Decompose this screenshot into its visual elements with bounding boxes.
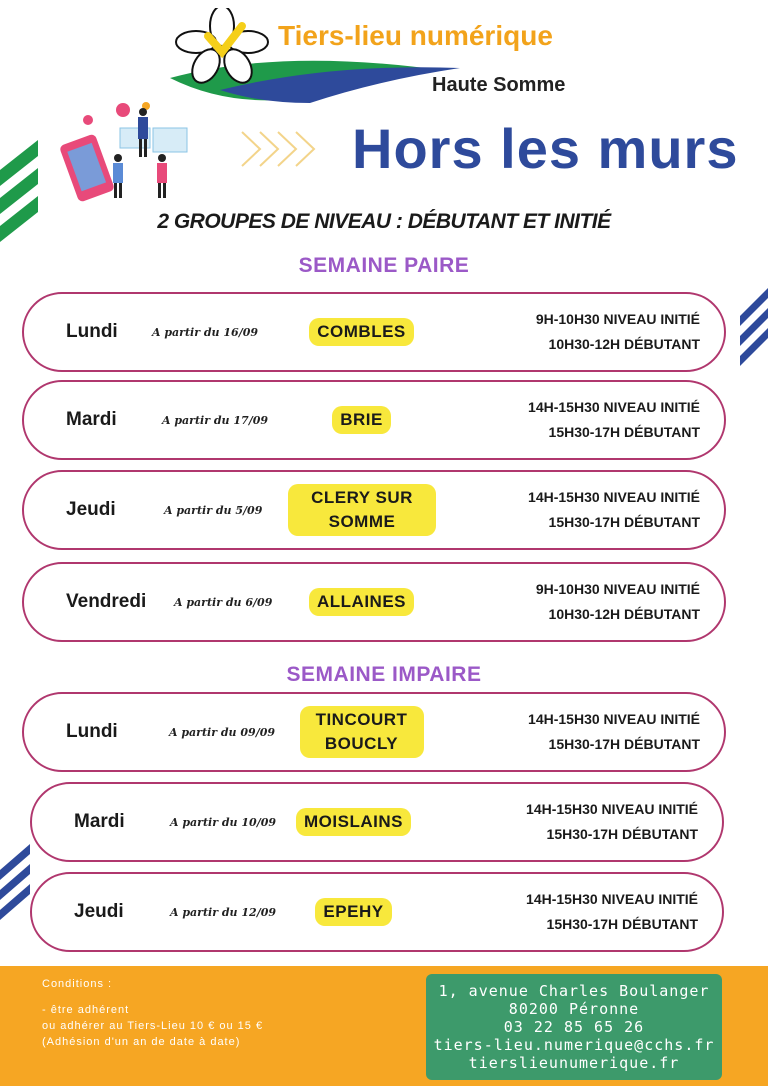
place-badge <box>294 294 429 370</box>
hours <box>528 694 700 770</box>
start-date: A partir du 17/09 <box>162 413 269 427</box>
place-badge <box>294 694 429 770</box>
city: 80200 Péronne <box>508 1000 640 1018</box>
email-link[interactable]: tiers-lieu.numerique@cchs.fr <box>433 1036 715 1054</box>
place-badge <box>294 564 429 640</box>
day-label: Jeudi <box>74 901 124 922</box>
address: 1, avenue Charles Boulanger <box>438 982 710 1000</box>
schedule-row <box>22 562 726 642</box>
main-title: Hors les murs <box>352 117 739 180</box>
condition-line: - être adhérent <box>42 1004 130 1016</box>
hours-initie: 14H-15H30 NIVEAU INITIÉ <box>526 891 698 907</box>
place-label: EPEHY <box>315 898 391 926</box>
hours-debutant: 10H30-12H DÉBUTANT <box>548 336 700 352</box>
place-badge <box>282 472 442 548</box>
start-date: A partir du 6/09 <box>174 595 273 609</box>
place-label: COMBLES <box>309 318 414 346</box>
place-badge <box>286 784 421 860</box>
hours-initie: 14H-15H30 NIVEAU INITIÉ <box>528 489 700 505</box>
start-date: A partir du 16/09 <box>152 325 259 339</box>
section-odd-week: SEMAINE IMPAIRE <box>286 663 482 686</box>
stripes-decoration-right <box>740 280 768 370</box>
place-badge <box>294 382 429 458</box>
day-label: Mardi <box>66 409 117 430</box>
day-label: Jeudi <box>66 499 116 520</box>
subtitle: 2 GROUPES DE NIVEAU : DÉBUTANT ET INITIÉ <box>157 210 611 233</box>
schedule-row <box>30 872 724 952</box>
hours-debutant: 15H30-17H DÉBUTANT <box>548 424 700 440</box>
day-label: Lundi <box>66 321 118 342</box>
hours-debutant: 10H30-12H DÉBUTANT <box>548 606 700 622</box>
schedule-row <box>30 782 724 862</box>
hours <box>526 784 698 860</box>
condition-line: ou adhérer au Tiers-Lieu 10 € ou 15 € <box>42 1020 264 1032</box>
hours-debutant: 15H30-17H DÉBUTANT <box>548 514 700 530</box>
hours <box>536 564 700 640</box>
hours-debutant: 15H30-17H DÉBUTANT <box>548 736 700 752</box>
stripes-decoration-left-bottom <box>0 840 34 930</box>
phone[interactable]: 03 22 85 65 26 <box>503 1018 645 1036</box>
schedule-row <box>22 470 726 550</box>
hours <box>528 382 700 458</box>
hours <box>528 472 700 548</box>
place-label: ALLAINES <box>309 588 414 616</box>
schedule-row <box>22 692 726 772</box>
section-even-week: SEMAINE PAIRE <box>298 254 470 277</box>
start-date: A partir du 5/09 <box>164 503 263 517</box>
hours-debutant: 15H30-17H DÉBUTANT <box>546 826 698 842</box>
hours <box>536 294 700 370</box>
logo-subtitle: Haute Somme <box>432 74 566 96</box>
digital-people-illustration <box>58 98 198 203</box>
footer <box>0 966 768 1086</box>
contact-box <box>426 974 722 1080</box>
place-label: MOISLAINS <box>296 808 411 836</box>
logo-title: Tiers-lieu numérique <box>278 20 553 51</box>
hours <box>526 874 698 950</box>
day-label: Lundi <box>66 721 118 742</box>
hours-initie: 14H-15H30 NIVEAU INITIÉ <box>528 711 700 727</box>
place-label: CLERY SUR SOMME <box>288 484 436 536</box>
hours-debutant: 15H30-17H DÉBUTANT <box>546 916 698 932</box>
place-label: BRIE <box>332 406 391 434</box>
schedule-row <box>22 380 726 460</box>
day-label: Mardi <box>74 811 125 832</box>
start-date: A partir du 12/09 <box>170 905 277 919</box>
day-label: Vendredi <box>66 591 147 612</box>
schedule-row <box>22 292 726 372</box>
place-label: TINCOURT BOUCLY <box>300 706 424 758</box>
condition-line: (Adhésion d'un an de date à date) <box>42 1036 241 1048</box>
hours-initie: 9H-10H30 NIVEAU INITIÉ <box>535 581 700 597</box>
conditions-title: Conditions : <box>42 978 113 990</box>
hours-initie: 14H-15H30 NIVEAU INITIÉ <box>526 801 698 817</box>
hours-initie: 14H-15H30 NIVEAU INITIÉ <box>528 399 700 415</box>
chevrons-decoration <box>238 128 323 170</box>
website-link[interactable]: tierslieunumerique.fr <box>468 1054 680 1072</box>
hours-initie: 9H-10H30 NIVEAU INITIÉ <box>535 311 700 327</box>
start-date: A partir du 10/09 <box>170 815 277 829</box>
start-date: A partir du 09/09 <box>169 725 276 739</box>
place-badge <box>286 874 421 950</box>
